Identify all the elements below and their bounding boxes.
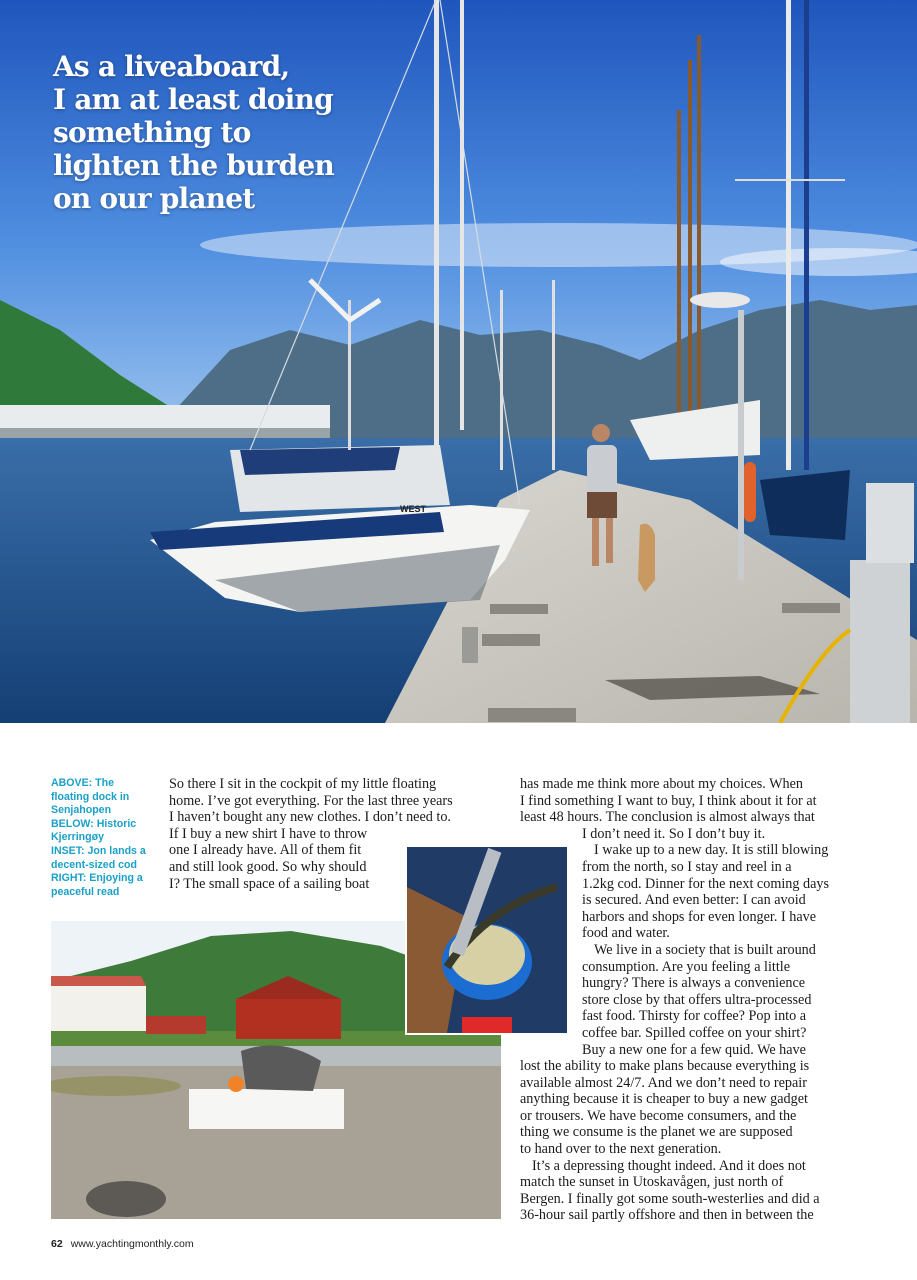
mast xyxy=(552,280,555,470)
man-head xyxy=(592,424,610,442)
caption-line: INSET: Jon lands a xyxy=(51,844,146,857)
yacht-mast xyxy=(434,0,439,450)
page-footer xyxy=(51,1238,194,1250)
pull-quote-line: I am at least doing xyxy=(53,83,333,116)
text-line: harbors and shops for even longer. I have xyxy=(582,908,817,925)
pull-quote-line: As a liveaboard, xyxy=(53,50,290,83)
caption-line: Senjahopen xyxy=(51,804,112,817)
text-line: home. I’ve got everything. For the last three years xyxy=(169,792,453,809)
pull-quote xyxy=(53,50,353,215)
text-line: coffee bar. Spilled coffee on your shirt? xyxy=(582,1024,807,1041)
page-number: 62 xyxy=(51,1238,63,1250)
caption-line: peaceful read xyxy=(51,885,120,898)
man-leg xyxy=(606,518,613,563)
text-line: match the sunset in Utoskavågen, just north of xyxy=(520,1174,784,1191)
text-line: to hand over to the next generation. xyxy=(520,1141,722,1158)
dock-grate xyxy=(488,708,576,722)
text-line: So there I sit in the cockpit of my little floating xyxy=(169,776,437,792)
text-line: I? The small space of a sailing boat xyxy=(169,875,370,892)
dock-grate xyxy=(782,603,840,613)
text-line: consumption. Are you feeling a little xyxy=(582,958,791,975)
rock xyxy=(86,1181,166,1217)
caption-line: RIGHT: Enjoying a xyxy=(51,872,143,885)
text-line: store close by that offers ultra-processed xyxy=(582,991,812,1008)
mast xyxy=(460,0,464,430)
red-warehouse xyxy=(236,999,341,1039)
text-line: 1.2kg cod. Dinner for the next coming days xyxy=(582,875,830,892)
fish-crate xyxy=(189,1089,344,1129)
power-pedestal-top xyxy=(866,483,914,563)
cod-inset-illustration xyxy=(407,847,567,1033)
text-line: I find something I want to buy, I think about it for at xyxy=(520,792,817,809)
text-line: I wake up to a new day. It is still blowing xyxy=(594,842,829,859)
pull-quote-line: something to xyxy=(53,116,251,149)
text-line: available almost 24/7. And we don’t need to repair xyxy=(520,1074,807,1091)
caption-line: Kjerringøy xyxy=(51,831,104,844)
blue-mast xyxy=(804,0,809,470)
manor-roof xyxy=(51,976,146,986)
text-line: 36-hour sail partly offshore and then in between the xyxy=(520,1207,814,1224)
quay xyxy=(0,428,330,438)
text-line: anything because it is cheaper to buy a new gadget xyxy=(520,1091,808,1108)
power-pedestal xyxy=(850,560,910,723)
mast xyxy=(786,0,791,470)
dock-bollard xyxy=(462,627,478,663)
text-line: or trousers. We have become consumers, and the xyxy=(520,1107,797,1124)
schooner-mast xyxy=(677,110,681,420)
red-boathouse xyxy=(146,1016,206,1034)
blue-yacht-hull xyxy=(760,470,850,540)
float-buoy xyxy=(228,1076,244,1092)
life-ring xyxy=(744,462,756,522)
pull-quote-line: on our planet xyxy=(53,182,255,215)
text-line: Bergen. I finally got some south-westerlies and did a xyxy=(520,1190,820,1207)
text-line: lost the ability to make plans because everything is xyxy=(520,1058,810,1075)
text-line: least 48 hours. The conclusion is almost always that xyxy=(520,809,815,826)
cod-inset-photo xyxy=(405,845,569,1035)
lamp-post xyxy=(738,310,744,580)
photo-captions xyxy=(51,777,155,899)
text-line: If I buy a new shirt I have to throw xyxy=(169,825,368,842)
text-line: I don’t need it. So I don’t buy it. xyxy=(582,825,766,842)
text-line: It’s a depressing thought indeed. And it does not xyxy=(532,1157,806,1174)
text-line: thing we consume is the planet we are supposed xyxy=(520,1124,793,1141)
white-manor-house xyxy=(51,986,146,1031)
text-line: hungry? There is always a convenience xyxy=(582,975,806,992)
schooner-mast xyxy=(697,35,701,415)
text-line: from the north, so I stay and reel in a xyxy=(582,858,792,875)
text-line: Buy a new one for a few quid. We have xyxy=(582,1041,806,1058)
text-line: is secured. And even better: I can avoid xyxy=(582,892,806,909)
text-line: fast food. Thirsty for coffee? Pop into a xyxy=(582,1008,807,1025)
caption-line: BELOW: Historic xyxy=(51,817,137,830)
dog xyxy=(638,524,655,592)
website-url: www.yachtingmonthly.com xyxy=(70,1238,194,1250)
man-leg xyxy=(592,518,599,566)
pull-quote-line: lighten the burden xyxy=(53,149,334,182)
man-shorts xyxy=(587,492,617,518)
yacht-name-label: WEST xyxy=(400,504,426,514)
article-column-2 xyxy=(520,776,855,1224)
red-object xyxy=(462,1017,512,1033)
text-line: food and water. xyxy=(582,925,670,942)
text-line: has made me think more about my choices. When xyxy=(520,776,804,792)
man-shirt xyxy=(587,445,617,495)
article-column-1 xyxy=(169,776,453,892)
dock-grate xyxy=(490,604,548,614)
text-line: and still look good. So why should xyxy=(169,858,367,875)
caption-line: decent-sized cod xyxy=(51,858,137,871)
schooner-mast xyxy=(688,60,692,420)
text-line: I haven’t bought any new clothes. I don’t need to. xyxy=(169,809,451,826)
caption-line: ABOVE: The xyxy=(51,777,114,789)
lamp-head xyxy=(690,292,750,308)
text-line: We live in a society that is built around xyxy=(594,941,816,958)
caption-line: floating dock in xyxy=(51,790,130,803)
mast xyxy=(500,290,503,470)
dock-grate xyxy=(482,634,540,646)
text-line: one I already have. All of them fit xyxy=(169,842,362,859)
